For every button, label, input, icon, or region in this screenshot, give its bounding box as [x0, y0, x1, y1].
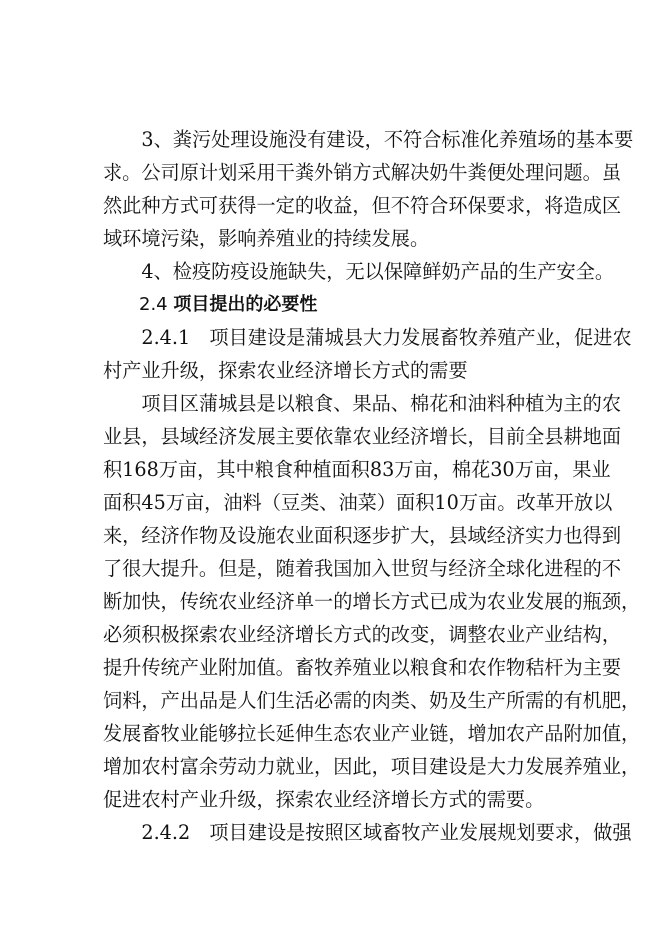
body-line-12: 增加农村富余劳动力就业，因此，项目建设是大力发展养殖业， — [103, 755, 641, 778]
paragraph-2-line-1: 4、检疫防疫设施缺失，无以保障鲜奶产品的生产安全。 — [103, 260, 615, 283]
body-line-10: 饲料，产出品是人们生活必需的肉类、奶及生产所需的有机肥， — [103, 689, 641, 712]
section-heading-number: 2.4 — [103, 294, 174, 315]
body-line-3: 积168万亩，其中粮食种植面积83万亩，棉花30万亩，果业 — [103, 458, 611, 481]
paragraph-1-line-3: 然此种方式可获得一定的收益，但不符合环保要求，将造成区 — [103, 194, 622, 217]
body-line-9: 提升传统产业附加值。畜牧养殖业以粮食和农作物秸杆为主要 — [103, 656, 622, 679]
body-line-7: 断加快，传统农业经济单一的增长方式已成为农业发展的瓶颈， — [103, 590, 641, 613]
subsection-1-line-1: 2.4.1 项目建设是蒲城县大力发展畜牧养殖产业，促进农 — [103, 326, 632, 349]
body-line-4: 面积45万亩，油料（豆类、油菜）面积10万亩。改革开放以 — [103, 491, 613, 514]
body-line-2: 业县，县域经济发展主要依靠农业经济增长，目前全县耕地面 — [103, 425, 622, 448]
section-heading — [103, 293, 317, 317]
subsection-1-line-2: 村产业升级，探索农业经济增长方式的需要 — [103, 359, 468, 382]
body-line-11: 发展畜牧业能够拉长延伸生态农业产业链，增加农产品附加值， — [103, 722, 641, 745]
paragraph-1-line-1: 3、粪污处理设施没有建设，不符合标准化养殖场的基本要 — [103, 128, 634, 151]
section-heading-title: 项目提出的必要性 — [173, 294, 318, 315]
body-line-13: 促进农村产业升级，探索农业经济增长方式的需要。 — [103, 788, 545, 811]
body-line-6: 了很大提升。但是，随着我国加入世贸与经济全球化进程的不 — [103, 557, 622, 580]
paragraph-1-line-4: 域环境污染，影响养殖业的持续发展。 — [103, 227, 430, 250]
subsection-2-line-1: 2.4.2 项目建设是按照区域畜牧产业发展规划要求，做强 — [103, 821, 632, 844]
paragraph-1-line-2: 求。公司原计划采用干粪外销方式解决奶牛粪便处理问题。虽 — [103, 161, 622, 184]
body-line-8: 必须积极探索农业经济增长方式的改变，调整农业产业结构， — [103, 623, 622, 646]
body-line-5: 来，经济作物及设施农业面积逐步扩大，县域经济实力也得到 — [103, 524, 622, 547]
body-line-1: 项目区蒲城县是以粮食、果品、棉花和油料种植为主的农 — [103, 392, 622, 415]
